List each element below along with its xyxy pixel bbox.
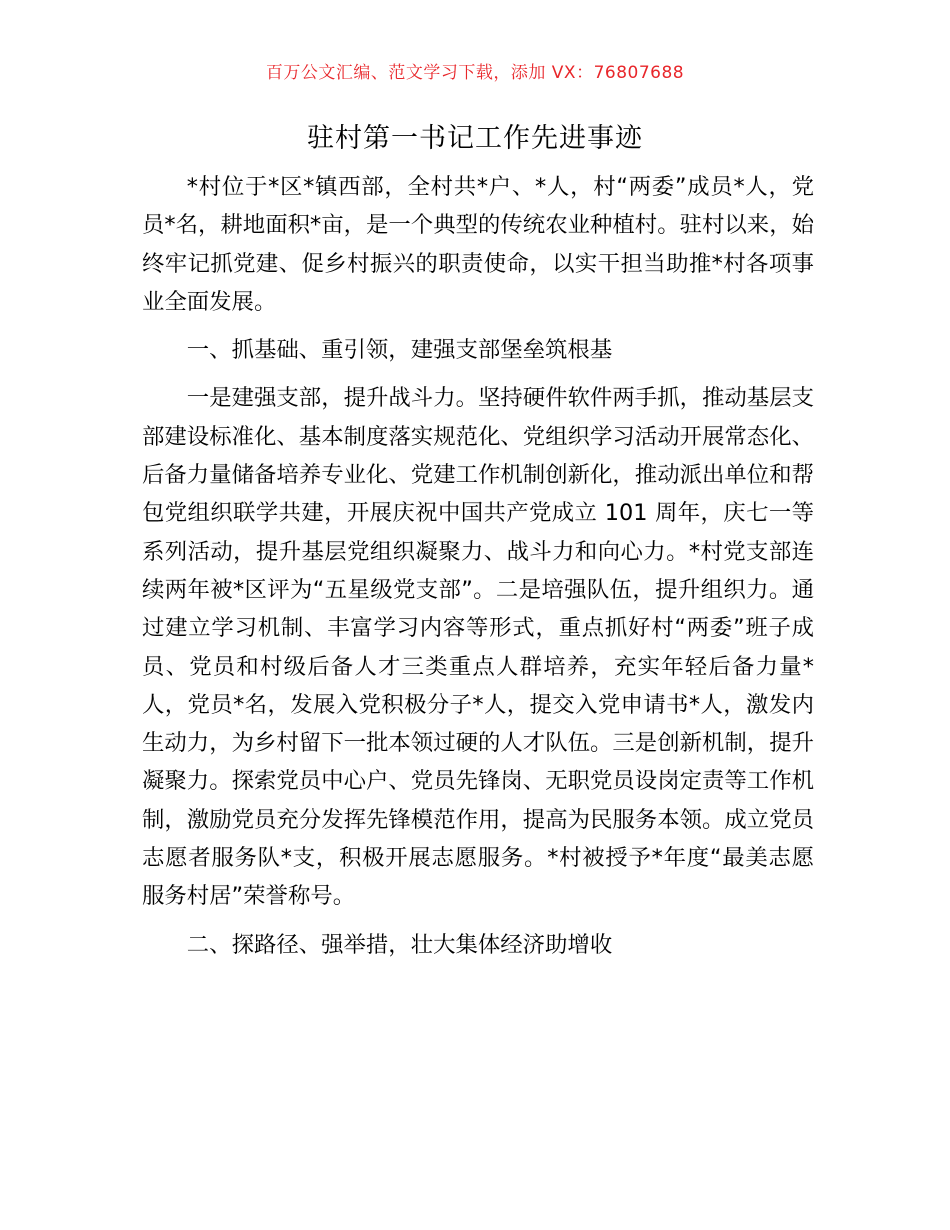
section-heading-1: 一、抓基础、重引领，建强支部堡垒筑根基 (186, 337, 613, 364)
watermark-header: 百万公文汇编、范文学习下载，添加 VX：76807688 (265, 63, 685, 83)
document-title: 驻村第一书记工作先进事迹 (307, 123, 643, 154)
section-1-paragraph: 一是建强支部，提升战斗力。坚持硬件软件两手抓，推动基层支部建设标准化、基本制度落实规范化、党组织学习活动开展常态化、后备力量储备培养专业化、党建工作机制创新化，推动派出单位和帮包党组织联学共建，开展庆祝中国共产党成立 101 周年，庆七一等系列活动，提升基层党组织凝聚力、战斗力和向心力。*村党支部连续两年被*区评为“五星级党支部”。二是培强队伍，提升组织力。通过建立学习机制、丰富学习内容等形式，重点抓好村“两委”班子成员、党员和村级后备人才三类重点人群培养，充实年轻后备力量*人，党员*名，发展入党积极分子*人，提交入党申请书*人，激发内生动力，为乡村留下一批本领过硬的人才队伍。三是创新机制，提升凝聚力。探索党员中心户、党员先锋岗、无职党员设岗定责等工作机制，激励党员充分发挥先锋模范作用，提高为民服务本领。成立党员志愿者服务队*支，积极开展志愿服务。*村被授予*年度“最美志愿服务村居”荣誉称号。 (142, 385, 814, 910)
section-heading-2: 二、探路径、强举措，壮大集体经济助增收 (186, 931, 613, 958)
intro-paragraph: *村位于*区*镇西部，全村共*户、*人，村“两委”成员*人，党员*名，耕地面积*亩，是一个典型的传统农业种植村。驻村以来，始终牢记抓党建、促乡村振兴的职责使命，以实干担当助推*村各项事业全面发展。 (142, 174, 814, 315)
document-body (142, 168, 814, 974)
